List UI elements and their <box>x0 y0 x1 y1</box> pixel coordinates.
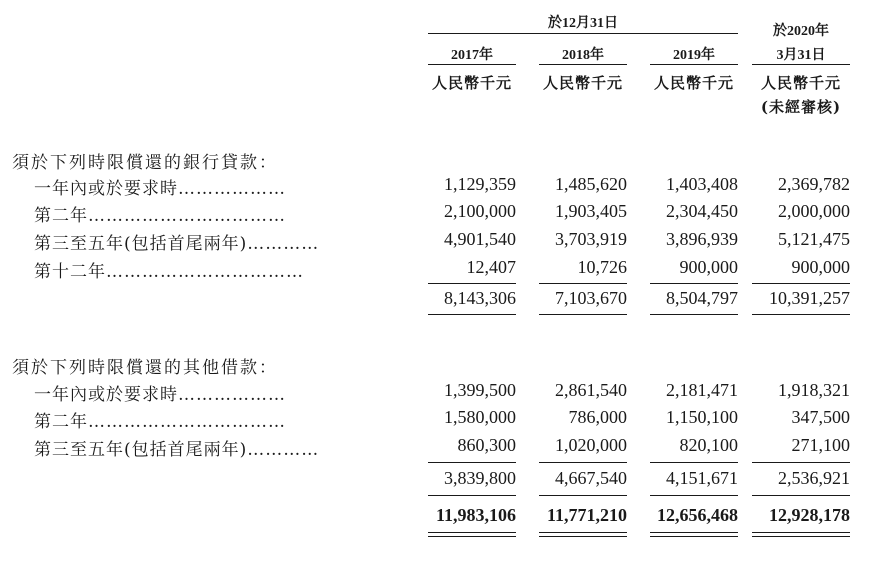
grand-total-double-rule-top-2019 <box>650 532 738 533</box>
bank-subtotal-rule-2019 <box>650 283 738 284</box>
header-unit-2019: 人民幣千元 <box>653 74 734 92</box>
grand-total-double-rule-bottom-2018 <box>539 536 627 537</box>
header-year-2019: 2019年 <box>673 48 715 63</box>
header-year-2018-underline <box>539 64 627 65</box>
other-subtotal-bottom-rule-2017 <box>428 495 516 496</box>
other-row-3-2017: 860,300 <box>457 435 516 455</box>
bank-row-4-2017: 12,407 <box>466 257 516 277</box>
other-row-1-label: 一年內或於要求時……………… <box>34 385 286 405</box>
bank-row-3-2019: 3,896,939 <box>666 229 738 249</box>
bank-row-2-label: 第二年…………………………… <box>34 206 286 226</box>
other-row-1-2017: 1,399,500 <box>444 380 516 400</box>
other-row-2-2018: 786,000 <box>568 407 627 427</box>
bank-row-4-2020: 900,000 <box>791 257 850 277</box>
other-row-3-2020: 271,100 <box>791 435 850 455</box>
other-subtotal-rule-2017 <box>428 462 516 463</box>
bank-row-1-2017: 1,129,359 <box>444 174 516 194</box>
bank-subtotal-bottom-rule-2017 <box>428 314 516 315</box>
grand-total-2019: 12,656,468 <box>657 505 738 525</box>
other-borrowings-title: 須於下列時限償還的其他借款： <box>12 358 278 378</box>
other-row-3-2018: 1,020,000 <box>555 435 627 455</box>
bank-row-1-2020: 2,369,782 <box>778 174 850 194</box>
bank-row-2-2019: 2,304,450 <box>666 201 738 221</box>
header-unit-2017: 人民幣千元 <box>431 74 512 92</box>
bank-row-2-2018: 1,903,405 <box>555 201 627 221</box>
bank-row-4-label: 第十二年…………………………… <box>34 262 304 282</box>
header-as-of-line2: 3月31日 <box>776 48 826 63</box>
header-year-2018: 2018年 <box>562 48 604 63</box>
header-unit-2018: 人民幣千元 <box>542 74 623 92</box>
bank-row-3-2020: 5,121,475 <box>778 229 850 249</box>
header-unaudited: (未經審核) <box>760 98 842 116</box>
bank-row-1-2019: 1,403,408 <box>666 174 738 194</box>
bank-subtotal-rule-2018 <box>539 283 627 284</box>
header-unit-2020: 人民幣千元 <box>760 74 841 92</box>
other-row-2-label: 第二年…………………………… <box>34 412 286 432</box>
other-row-2-2020: 347,500 <box>791 407 850 427</box>
other-subtotal-bottom-rule-2019 <box>650 495 738 496</box>
other-row-2-2019: 1,150,100 <box>666 407 738 427</box>
other-row-1-2018: 2,861,540 <box>555 380 627 400</box>
bank-row-2-2020: 2,000,000 <box>778 201 850 221</box>
bank-row-1-2018: 1,485,620 <box>555 174 627 194</box>
other-row-3-2019: 820,100 <box>679 435 738 455</box>
bank-subtotal-bottom-rule-2019 <box>650 314 738 315</box>
bank-row-3-2018: 3,703,919 <box>555 229 627 249</box>
grand-total-double-rule-top-2018 <box>539 532 627 533</box>
header-as-of-underline <box>752 64 850 65</box>
other-row-2-2017: 1,580,000 <box>444 407 516 427</box>
grand-total-double-rule-top-2017 <box>428 532 516 533</box>
grand-total-double-rule-bottom-2017 <box>428 536 516 537</box>
bank-subtotal-rule-2017 <box>428 283 516 284</box>
grand-total-double-rule-bottom-2019 <box>650 536 738 537</box>
grand-total-double-rule-top-2020 <box>752 532 850 533</box>
header-year-2019-underline <box>650 64 738 65</box>
other-row-1-2020: 1,918,321 <box>778 380 850 400</box>
other-subtotal-2020: 2,536,921 <box>778 468 850 488</box>
grand-total-double-rule-bottom-2020 <box>752 536 850 537</box>
header-group-underline <box>428 33 738 34</box>
other-subtotal-rule-2020 <box>752 462 850 463</box>
bank-loans-title: 須於下列時限償還的銀行貸款： <box>12 153 278 173</box>
header-year-2017: 2017年 <box>451 48 493 63</box>
grand-total-2018: 11,771,210 <box>546 505 627 525</box>
bank-subtotal-bottom-rule-2018 <box>539 314 627 315</box>
header-year-2017-underline <box>428 64 516 65</box>
bank-row-1-label: 一年內或於要求時……………… <box>34 179 286 199</box>
other-subtotal-2018: 4,667,540 <box>555 468 627 488</box>
bank-subtotal-bottom-rule-2020 <box>752 314 850 315</box>
bank-subtotal-2020: 10,391,257 <box>769 288 850 308</box>
bank-subtotal-rule-2020 <box>752 283 850 284</box>
header-as-of-line1: 於2020年 <box>773 24 829 39</box>
bank-row-2-2017: 2,100,000 <box>444 201 516 221</box>
bank-subtotal-2018: 7,103,670 <box>555 288 627 308</box>
other-subtotal-2019: 4,151,671 <box>666 468 738 488</box>
bank-row-3-2017: 4,901,540 <box>444 229 516 249</box>
bank-row-4-2019: 900,000 <box>679 257 738 277</box>
bank-row-4-2018: 10,726 <box>577 257 627 277</box>
other-subtotal-bottom-rule-2020 <box>752 495 850 496</box>
bank-row-3-label: 第三至五年(包括首尾兩年)………… <box>34 234 320 254</box>
header-group-label: 於12月31日 <box>548 16 618 31</box>
other-row-1-2019: 2,181,471 <box>666 380 738 400</box>
other-subtotal-bottom-rule-2018 <box>539 495 627 496</box>
bank-subtotal-2017: 8,143,306 <box>444 288 516 308</box>
grand-total-2017: 11,983,106 <box>435 505 516 525</box>
bank-subtotal-2019: 8,504,797 <box>666 288 738 308</box>
other-row-3-label: 第三至五年(包括首尾兩年)………… <box>34 440 320 460</box>
other-subtotal-rule-2019 <box>650 462 738 463</box>
grand-total-2020: 12,928,178 <box>769 505 850 525</box>
other-subtotal-rule-2018 <box>539 462 627 463</box>
other-subtotal-2017: 3,839,800 <box>444 468 516 488</box>
